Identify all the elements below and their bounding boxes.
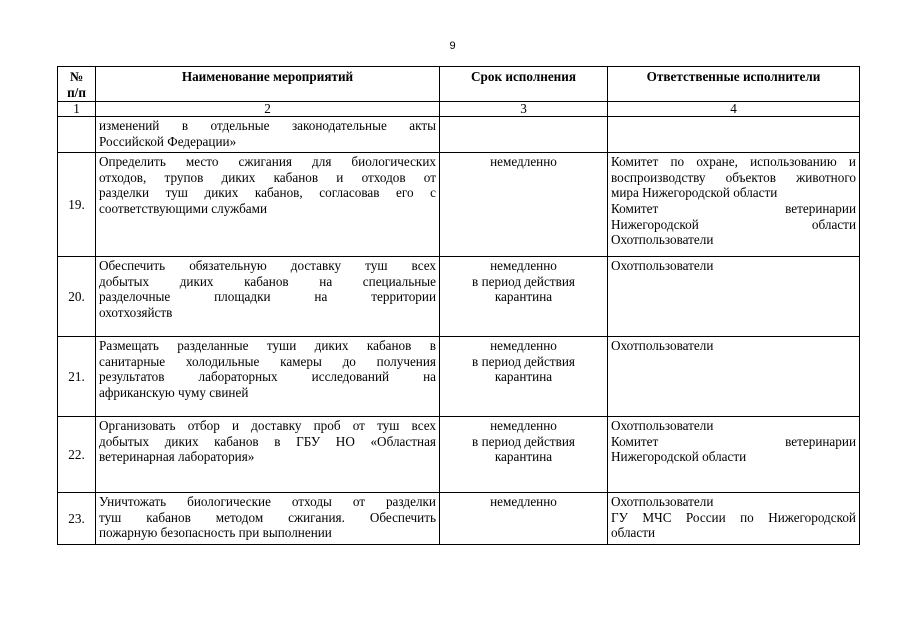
header-term: Срок исполнения — [440, 67, 608, 102]
measure-name-line: охотхозяйств — [99, 304, 173, 320]
measure-term — [440, 257, 608, 337]
measure-name-line: разделочные площадки на территории — [99, 289, 436, 305]
responsible-line: Нижегородской области — [611, 449, 747, 465]
column-number: 2 — [96, 102, 440, 117]
measure-name-line: Обеспечить обязательную доставку туш всех — [99, 258, 436, 274]
measure-term-line: карантина — [494, 449, 553, 465]
measure-name-line: ветеринарная лаборатория» — [99, 449, 255, 465]
table-row — [58, 337, 860, 417]
measure-name-line: Организовать отбор и доставку проб от туш всех — [99, 418, 436, 434]
measure-name-line: Размещать разделанные туши диких кабанов в — [99, 338, 436, 354]
header-num: № п/п — [58, 67, 96, 102]
measure-responsible — [608, 257, 860, 337]
column-number: 1 — [58, 102, 96, 117]
measure-resp — [608, 117, 860, 153]
table-row — [58, 417, 860, 493]
measure-term-line: в период действия — [472, 433, 575, 449]
measure-responsible — [608, 153, 860, 257]
measure-name-line: добытых диких кабанов в ГБУ НО «Областная — [99, 433, 436, 449]
responsible-line: Комитет по охране, использованию и — [611, 154, 856, 170]
page-number: 9 — [449, 40, 456, 52]
measure-term — [440, 493, 608, 545]
measure-name — [96, 337, 440, 417]
measure-name — [96, 257, 440, 337]
responsible-line: Охотпользователи — [611, 494, 714, 510]
column-numbers-row — [58, 102, 860, 117]
measure-term-line: немедленно — [490, 494, 557, 510]
measure-term — [440, 417, 608, 493]
responsible-line: Комитет ветеринарии — [611, 433, 856, 449]
measure-name-line: африканскую чуму свиней — [99, 384, 249, 400]
measure-term-line: немедленно — [490, 154, 557, 170]
responsible-line: Охотпользователи — [611, 258, 714, 274]
measure-name-line: пожарную безопасность при выполнении — [99, 525, 332, 541]
measure-name-line: Определить место сжигания для биологических — [99, 154, 436, 170]
header-resp: Ответственные исполнители — [608, 67, 860, 102]
measure-responsible — [608, 337, 860, 417]
row-number — [58, 117, 96, 153]
measure-name — [96, 493, 440, 545]
table-row — [58, 493, 860, 545]
row-number: 22. — [58, 417, 96, 493]
measure-term — [440, 153, 608, 257]
measure-name-line: отходов, трупов диких кабанов и отходов от — [99, 169, 436, 185]
measure-term-line: в период действия — [472, 353, 575, 369]
responsible-line: Нижегородской области — [611, 216, 856, 232]
measure-term — [440, 117, 608, 153]
measure-name-line: добытых диких кабанов на специальные — [99, 273, 436, 289]
measure-term-line: немедленно — [490, 258, 557, 274]
measure-name-line: туш кабанов методом сжигания. Обеспечить — [99, 509, 436, 525]
measure-responsible — [608, 493, 860, 545]
table-row — [58, 153, 860, 257]
measure-term-line: немедленно — [490, 338, 557, 354]
column-number: 4 — [608, 102, 860, 117]
row-number: 23. — [58, 493, 96, 545]
measure-name — [96, 153, 440, 257]
measure-responsible — [608, 417, 860, 493]
measures-table — [57, 66, 860, 545]
measure-term-line: карантина — [494, 289, 553, 305]
measure-name: изменений в отдельные законодательные акты Российской Федерации» — [96, 117, 440, 153]
measure-name-line: разделки туш диких кабанов, согласовав его с — [99, 185, 436, 201]
responsible-line: Охотпользователи — [611, 232, 714, 248]
responsible-line: ГУ МЧС России по Нижегородской — [611, 509, 856, 525]
measure-name — [96, 417, 440, 493]
row-number: 21. — [58, 337, 96, 417]
measure-term-line: карантина — [494, 369, 553, 385]
table-row — [58, 257, 860, 337]
table-header-row — [58, 67, 860, 102]
responsible-line: Охотпользователи — [611, 338, 714, 354]
measure-name-line: Уничтожать биологические отходы от разделки — [99, 494, 436, 510]
column-number: 3 — [440, 102, 608, 117]
responsible-line: Комитет ветеринарии — [611, 200, 856, 216]
measure-name-line: санитарные холодильные камеры до получения — [99, 353, 436, 369]
responsible-line: воспроизводству объектов животного — [611, 169, 856, 185]
responsible-line: мира Нижегородской области — [611, 185, 778, 201]
measure-term-line: в период действия — [472, 273, 575, 289]
measure-name-line: соответствующими службами — [99, 200, 268, 216]
responsible-line: Охотпользователи — [611, 418, 714, 434]
measure-term — [440, 337, 608, 417]
responsible-line: области — [611, 525, 656, 541]
measure-name-line: результатов лабораторных исследований на — [99, 369, 436, 385]
row-number: 20. — [58, 257, 96, 337]
header-name: Наименование мероприятий — [96, 67, 440, 102]
measure-term-line: немедленно — [490, 418, 557, 434]
continuation-row — [58, 117, 860, 153]
row-number: 19. — [58, 153, 96, 257]
